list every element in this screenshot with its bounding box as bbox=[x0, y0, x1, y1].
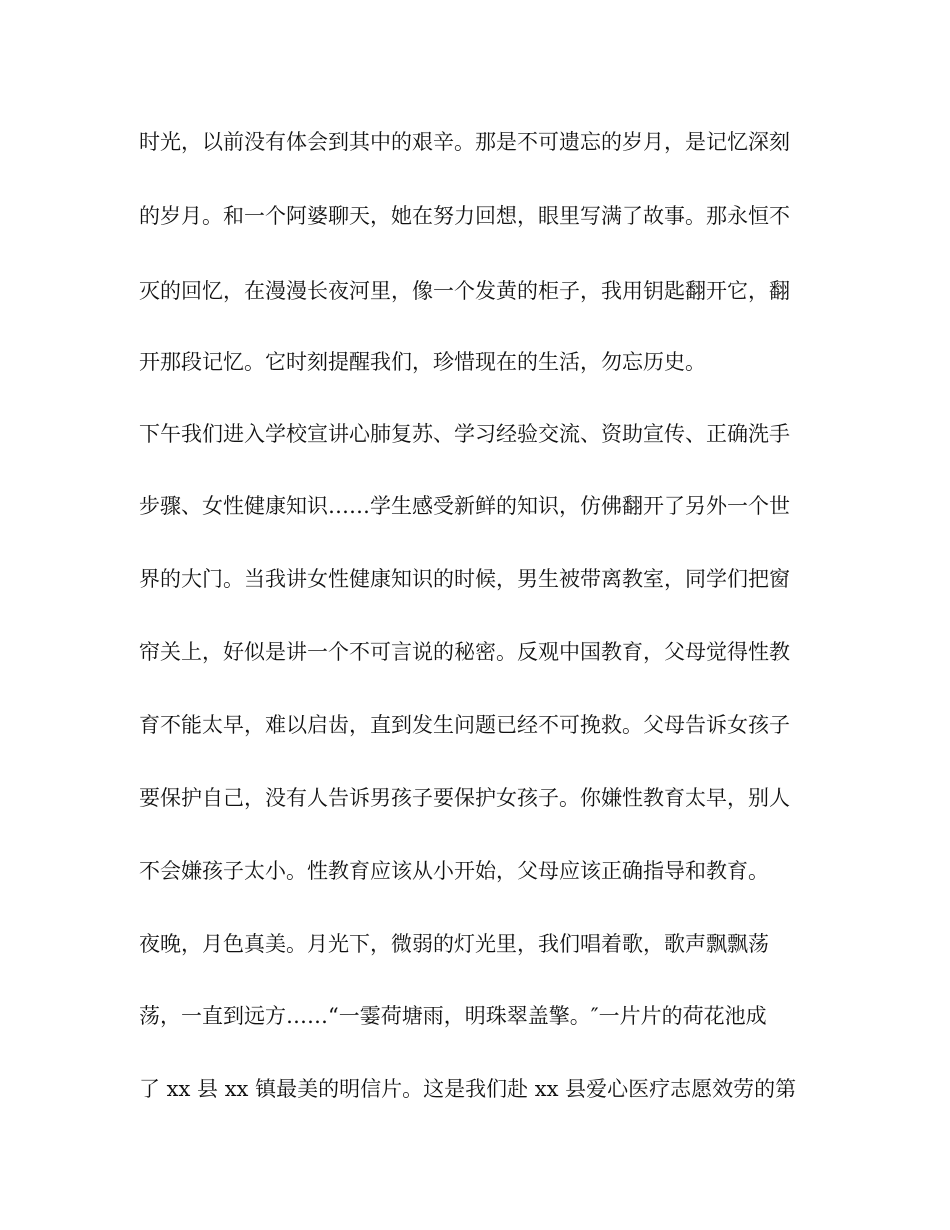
text-line: 了 xx 县 xx 镇最美的明信片。这是我们赴 xx 县爱心医疗志愿效劳的第 bbox=[139, 1077, 797, 1101]
text-line: 开那段记忆。它时刻提醒我们，珍惜现在的生活，勿忘历史。 bbox=[139, 350, 706, 374]
text-line: 夜晚，月色真美。月光下，微弱的灯光里，我们唱着歌，歌声飘飘荡 bbox=[139, 932, 769, 956]
text-line: 灭的回忆，在漫漫长夜河里，像一个发黄的柜子，我用钥匙翻开它，翻 bbox=[139, 279, 790, 303]
text-line: 帘关上，好似是讲一个不可言说的秘密。反观中国教育，父母觉得性教 bbox=[139, 640, 790, 664]
text-line: 不会嫌孩子太小。性教育应该从小开始，父母应该正确指导和教育。 bbox=[139, 859, 769, 883]
text-line: 育不能太早，难以启齿，直到发生问题已经不可挽救。父母告诉女孩子 bbox=[139, 713, 790, 737]
text-line: 下午我们进入学校宣讲心肺复苏、学习经验交流、资助宣传、正确洗手 bbox=[139, 422, 790, 446]
text-line: 时光，以前没有体会到其中的艰辛。那是不可遗忘的岁月，是记忆深刻 bbox=[139, 130, 790, 154]
text-line: 步骤、女性健康知识……学生感受新鲜的知识，仿佛翻开了另外一个世 bbox=[139, 494, 790, 518]
text-line: 荡，一直到远方……“一霎荷塘雨，明珠翠盖擎。″一片片的荷花池成 bbox=[139, 1004, 767, 1028]
text-line: 界的大门。当我讲女性健康知识的时候，男生被带离教室，同学们把窗 bbox=[139, 567, 790, 591]
text-line: 的岁月。和一个阿婆聊天，她在努力回想，眼里写满了故事。那永恒不 bbox=[139, 204, 790, 228]
text-line: 要保护自己，没有人告诉男孩子要保护女孩子。你嫌性教育太早，别人 bbox=[139, 786, 790, 810]
